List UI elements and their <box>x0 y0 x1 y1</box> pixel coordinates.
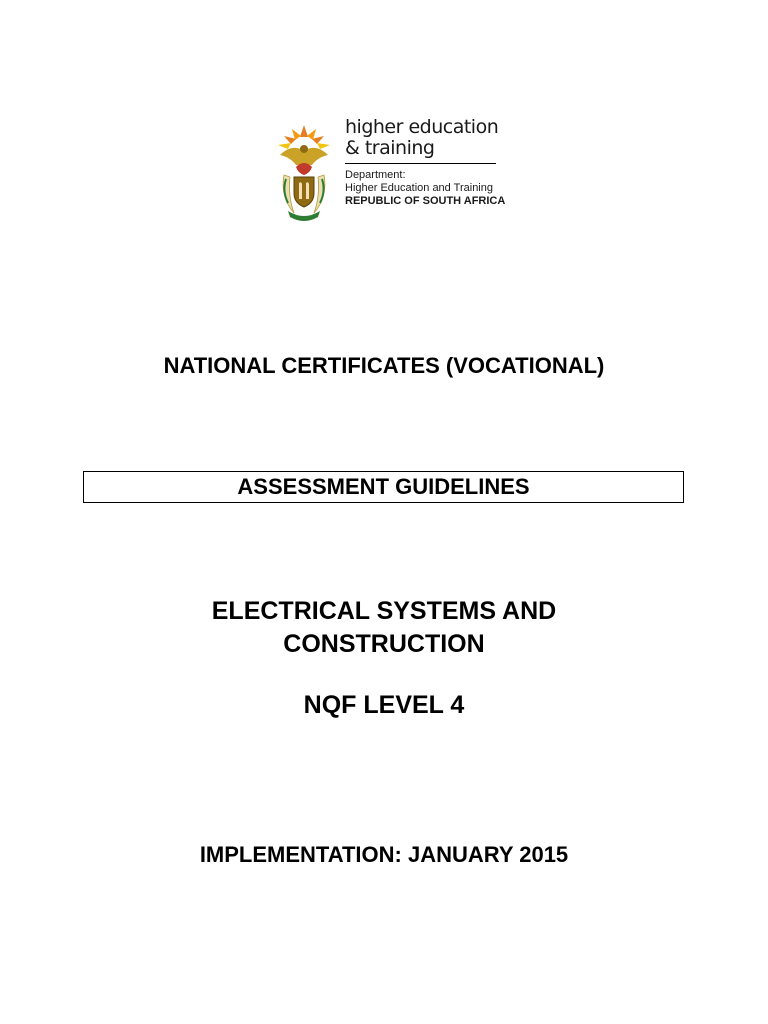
nqf-level: NQF LEVEL 4 <box>303 691 465 719</box>
logo-wordmark-line2: & training <box>345 137 435 159</box>
logo-divider <box>345 163 496 164</box>
department-logo <box>272 116 506 227</box>
implementation-date: IMPLEMENTATION: JANUARY 2015 <box>199 842 569 867</box>
document-type-box <box>83 471 684 503</box>
subject-title-line2: CONSTRUCTION <box>283 630 485 658</box>
subject-title <box>0 595 768 661</box>
document-type-label: ASSESSMENT GUIDELINES <box>237 474 530 499</box>
logo-country: REPUBLIC OF SOUTH AFRICA <box>345 195 506 207</box>
programme-heading: NATIONAL CERTIFICATES (VOCATIONAL) <box>163 353 605 378</box>
department-logo-text <box>345 116 506 208</box>
logo-department-label: Department: <box>345 169 406 181</box>
logo-wordmark-line1: higher education <box>345 116 499 138</box>
coat-of-arms-icon <box>272 121 336 227</box>
subject-title-line1: ELECTRICAL SYSTEMS AND <box>211 597 557 625</box>
logo-department-name: Higher Education and Training <box>345 182 493 194</box>
